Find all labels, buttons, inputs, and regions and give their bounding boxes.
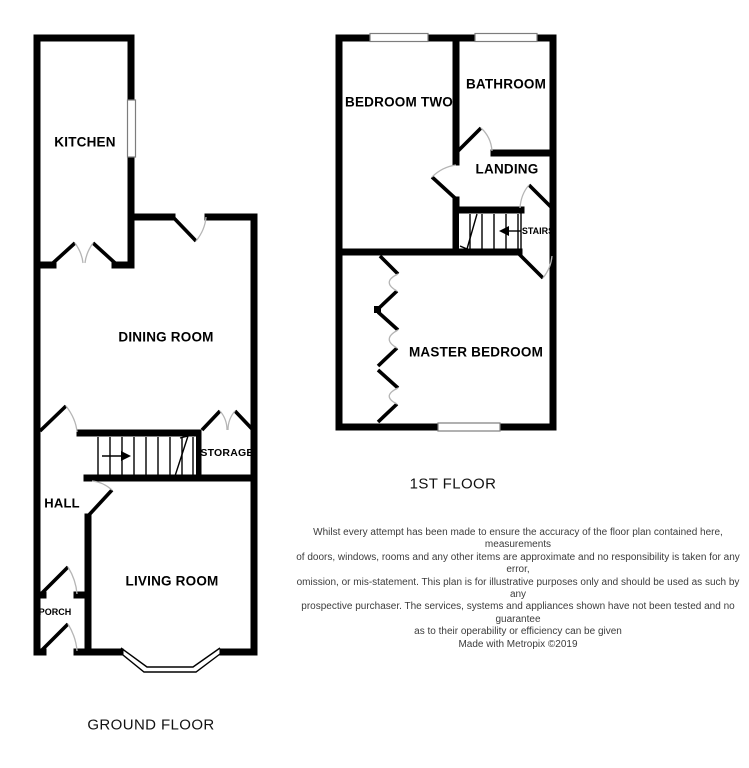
room-label-stairs: STAIRS (521, 226, 555, 236)
master-bedroom-door (519, 254, 552, 278)
bedroom-two-window (370, 34, 428, 42)
room-label-living-room: LIVING ROOM (125, 573, 219, 589)
room-label-dining-room: DINING ROOM (118, 329, 214, 345)
room-label-master-bedroom: MASTER BEDROOM (408, 344, 544, 360)
door-swing-arc (92, 481, 112, 490)
disclaimer-line: prospective purchaser. The services, systems and appliances shown have not been tested and no guarantee (301, 601, 735, 625)
disclaimer-line: omission, or mis-statement. This plan is for illustrative purposes only and should be used as such by any (296, 576, 740, 601)
door-leaf (519, 254, 543, 278)
first-floor-title: 1ST FLOOR (409, 475, 497, 493)
door-leaf (42, 567, 68, 593)
hall-dining-door (40, 406, 77, 432)
room-label-bathroom: BATHROOM (465, 76, 547, 92)
disclaimer-line: as to their operability or efficiency can be given (414, 626, 622, 638)
room-label-storage: STORAGE (200, 447, 254, 459)
door-swing-arc (66, 406, 77, 432)
master-bedroom-bifold-doors (374, 256, 398, 422)
door-swing-arc (220, 411, 235, 430)
bifold-leaves (378, 256, 398, 422)
door-leaf (529, 185, 552, 208)
room-label-porch: PORCH (38, 607, 72, 617)
storage-double-door (202, 411, 253, 430)
door-leaf (42, 624, 68, 650)
bathroom-window (475, 34, 537, 42)
metropix-credit: Made with Metropix ©2019 (458, 638, 578, 650)
disclaimer-line: Whilst every attempt has been made to ensure the accuracy of the floor plan contained here, measurements (313, 527, 723, 551)
bathroom-door (458, 128, 492, 151)
room-label-kitchen: KITCHEN (54, 134, 116, 150)
disclaimer-line: of doors, windows, rooms and any other items are approximate and no responsibility is taken for any error, (296, 551, 740, 576)
door-swing-arc (75, 243, 93, 263)
door-leaf (40, 406, 66, 431)
disclaimer-text (292, 527, 744, 651)
ground-floor-walls (37, 38, 254, 652)
master-bedroom-window (438, 423, 500, 431)
door-swing-arc (68, 567, 77, 594)
door-swing-arc (520, 185, 529, 208)
ground-floor-stairs (96, 436, 196, 476)
door-swing-arc (481, 128, 492, 151)
door-leaf (432, 177, 456, 199)
bay-window (118, 648, 224, 672)
bifold-pivot-dot (374, 306, 381, 313)
door-swing-arc (196, 217, 206, 241)
kitchen-double-door (53, 243, 115, 263)
dining-room-door (172, 216, 206, 241)
door-swing-arc (432, 165, 456, 177)
bedroom-two-door (432, 165, 456, 199)
landing-stairs-door (520, 185, 552, 208)
kitchen-window (128, 100, 136, 157)
porch-inner-door (42, 567, 77, 594)
room-label-landing: LANDING (475, 161, 539, 177)
door-leaf (53, 243, 115, 263)
door-leaf (458, 128, 481, 151)
front-door (42, 624, 77, 651)
door-leaf (88, 490, 112, 516)
room-label-bedroom-two: BEDROOM TWO (345, 94, 453, 110)
ground-floor-title: GROUND FLOOR (87, 716, 215, 734)
room-label-hall: HALL (44, 495, 80, 511)
living-room-door (88, 481, 112, 516)
door-leaf (172, 216, 196, 241)
first-floor-stairs (459, 213, 521, 249)
door-swing-arc (68, 624, 77, 651)
